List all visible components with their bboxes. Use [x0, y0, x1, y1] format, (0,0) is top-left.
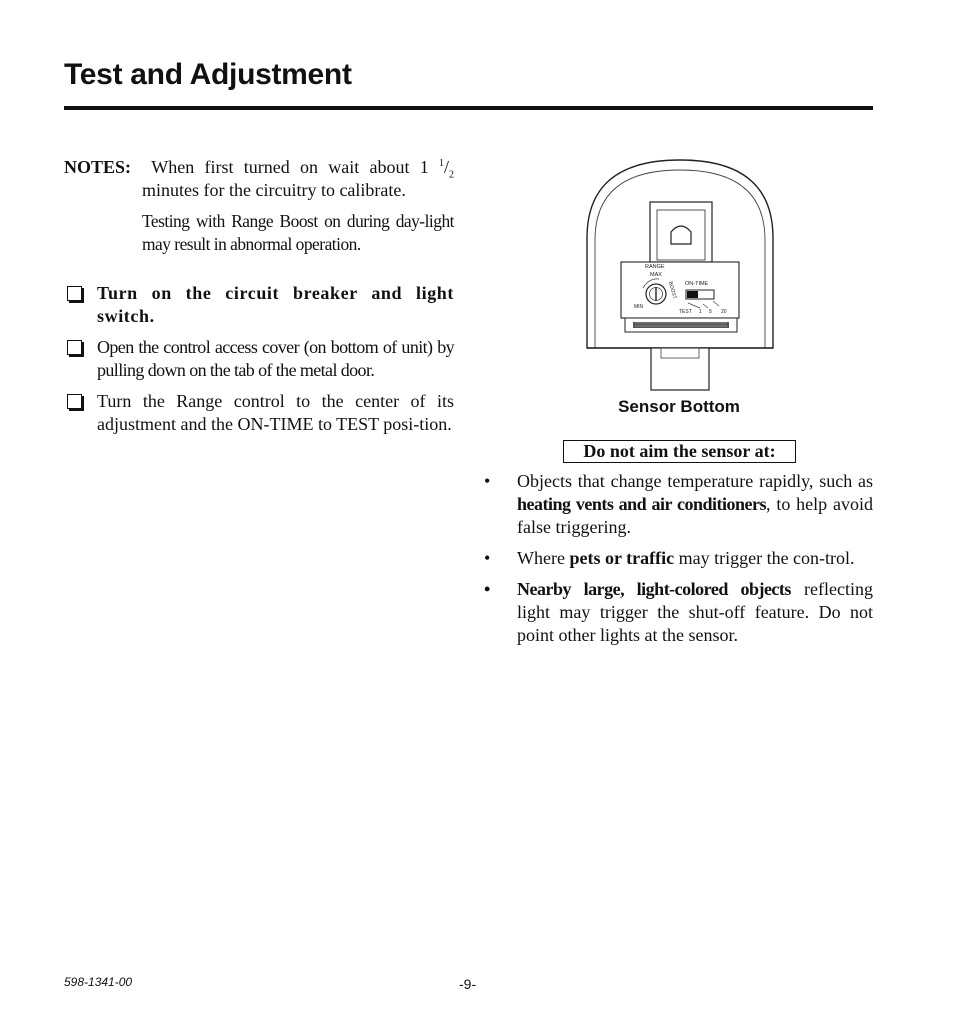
step-text: Turn the Range control to the center of its adjustment and the ON-TIME to TEST posi-tion. [97, 391, 454, 434]
checkbox-icon [67, 340, 82, 355]
note-calibrate [64, 156, 454, 202]
notes-block [64, 156, 454, 256]
warning-list [484, 470, 873, 655]
bullet-icon: • [484, 471, 491, 491]
page-number: -9- [459, 976, 477, 992]
step-list [64, 282, 454, 436]
notes-label: NOTES: [64, 157, 132, 177]
list-item [484, 547, 873, 570]
max-label: MAX [650, 272, 662, 278]
figure-caption: Sensor Bottom [618, 397, 740, 416]
step-item [64, 390, 454, 436]
item-bold: heating vents and air conditioners [517, 494, 767, 514]
step-item [64, 282, 454, 328]
sensor-bottom-illustration [585, 158, 775, 392]
note-text-1b: minutes for the circuitry to calibrate. [142, 180, 406, 200]
scale-20: 20 [721, 309, 727, 315]
list-item [484, 470, 873, 539]
step-text: Open the control access cover (on bottom of unit) by pulling down on the tab of the metal door. [97, 337, 454, 380]
scale-5: 5 [709, 309, 712, 315]
step-text: Turn on the circuit breaker and light switch. [97, 283, 454, 326]
range-label: RANGE [645, 264, 665, 270]
boost-label: BOOST [667, 280, 678, 300]
checkbox-icon [67, 394, 82, 409]
bullet-icon: • [484, 548, 491, 568]
item-text: Where [517, 548, 570, 568]
page-title: Test and Adjustment [64, 58, 352, 91]
title-rule [64, 106, 873, 110]
list-item [484, 578, 873, 647]
step-item [64, 336, 454, 382]
fraction-numerator: 1 [438, 158, 444, 169]
fraction-slash: / [443, 157, 449, 177]
bullet-icon: • [484, 579, 491, 599]
item-text: reflecting light may trigger the shut-off feature. Do not point other lights at the sensor. [517, 579, 873, 645]
warning-heading: Do not aim the sensor at: [563, 440, 796, 463]
item-text: , to help avoid false triggering. [517, 494, 873, 537]
switch-slider [687, 291, 698, 298]
item-bold: pets or traffic [569, 548, 675, 568]
ontime-label: ON-TIME [685, 281, 709, 287]
fraction-denominator: 2 [449, 169, 454, 181]
door-tab [651, 348, 709, 390]
item-text: Objects that change temperature rapidly, such as [517, 471, 873, 491]
left-column [64, 156, 454, 444]
scale-1: 1 [699, 309, 702, 315]
min-label: MIN [634, 304, 644, 310]
item-bold: Nearby large, light-colored objects [517, 579, 791, 599]
item-text: may trigger the con-trol. [674, 548, 855, 568]
document-number: 598-1341-00 [64, 975, 133, 989]
note-range-boost: Testing with Range Boost on during day-light may result in abnormal operation. [142, 211, 454, 254]
note-text-1a: When first turned on wait about 1 [151, 157, 439, 177]
checkbox-icon [67, 286, 82, 301]
scale-test: TEST [679, 309, 692, 315]
